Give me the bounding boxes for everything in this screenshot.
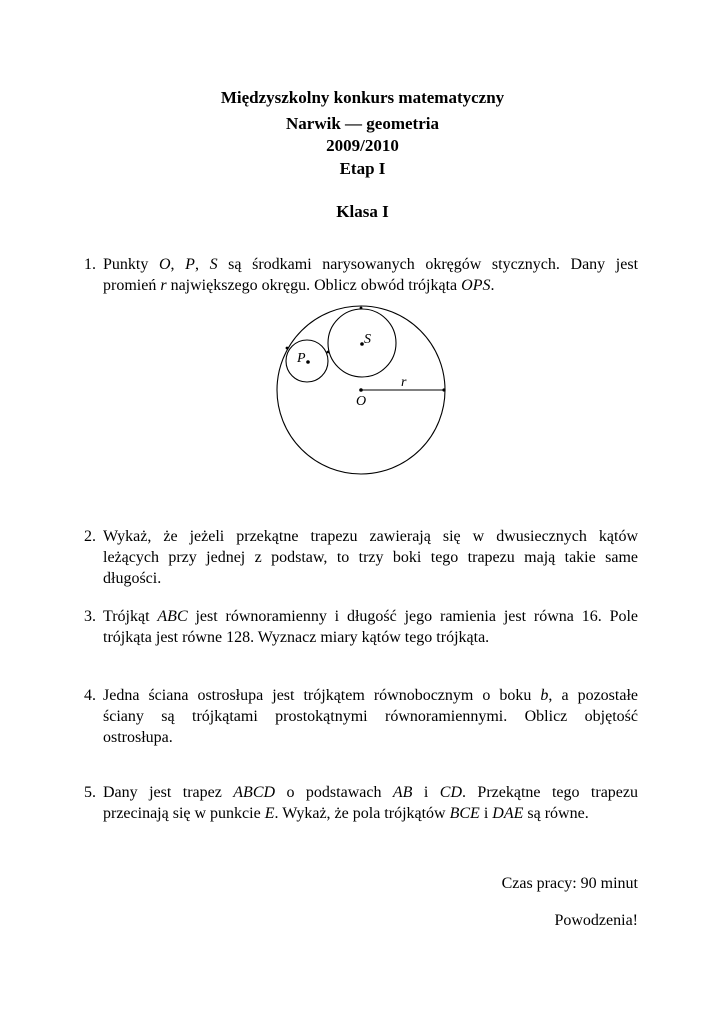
problem-text	[103, 254, 638, 296]
problem-2	[84, 526, 638, 589]
label-o: O	[356, 394, 367, 409]
label-p: P	[297, 351, 306, 366]
point-radius-end	[442, 388, 445, 391]
point-p	[306, 360, 310, 364]
problem-4	[84, 685, 638, 748]
point-tangent-po	[286, 347, 289, 350]
problem-line: Trójkąt ABC jest równoramienny i długość jego ramienia jest równa 16. Pole	[103, 608, 639, 625]
point-top	[360, 307, 363, 310]
problem-line: ostrosłupa.	[103, 729, 173, 746]
problem-number: 2.	[84, 528, 96, 545]
class-label: Klasa I	[336, 202, 389, 221]
problem-1	[84, 254, 638, 296]
good-luck: Powodzenia!	[554, 912, 638, 929]
problem-number: 3.	[84, 608, 96, 625]
problem-number: 1.	[84, 256, 96, 273]
problem-line: przecinają się w punkcie E. Wykaż, że pola trójkątów BCE i DAE są równe.	[103, 805, 589, 822]
problem-line: promień r największego okręgu. Oblicz obwód trójkąta OPS.	[103, 277, 495, 294]
problem-line: Wykaż, że jeżeli przekątne trapezu zawierają się w dwusiecznych kątów	[103, 528, 638, 545]
problem-line: Dany jest trapez ABCD o podstawach AB i CD. Przekątne tego trapezu	[103, 784, 639, 801]
problem-3	[84, 606, 638, 648]
school-year: 2009/2010	[326, 136, 399, 155]
problem-line: Jedna ściana ostrosłupa jest trójkątem równobocznym o boku b, a pozostałe	[103, 687, 638, 704]
problem-text	[103, 782, 638, 824]
problem-line: trójkąta jest równe 128. Wyznacz miary kątów tego trójkąta.	[103, 629, 490, 646]
point-tangent-ps	[327, 351, 330, 354]
tangent-circles-figure	[270, 303, 460, 493]
problem-text	[103, 606, 638, 648]
time-limit: Czas pracy: 90 minut	[501, 875, 638, 892]
label-s: S	[364, 332, 371, 347]
stage-label: Etap I	[339, 159, 386, 178]
label-r: r	[401, 375, 407, 390]
contest-subtitle: Narwik — geometria	[286, 114, 439, 133]
problem-line: leżących przy jednej z podstaw, to trzy boki tego trapezu mają takie same	[103, 549, 638, 566]
problem-line: ściany są trójkątami prostokątnymi równoramiennymi. Oblicz objętość	[103, 708, 638, 725]
problem-5	[84, 782, 638, 824]
contest-title: Międzyszkolny konkurs matematyczny	[220, 88, 505, 107]
problem-line: długości.	[103, 570, 162, 587]
problem-number: 5.	[84, 784, 96, 801]
problem-text	[103, 685, 638, 748]
point-o	[359, 388, 363, 392]
problem-text	[103, 526, 638, 589]
problem-line: Punkty O, P, S są środkami narysowanych okręgów stycznych. Dany jest	[103, 256, 639, 273]
problem-number: 4.	[84, 687, 96, 704]
